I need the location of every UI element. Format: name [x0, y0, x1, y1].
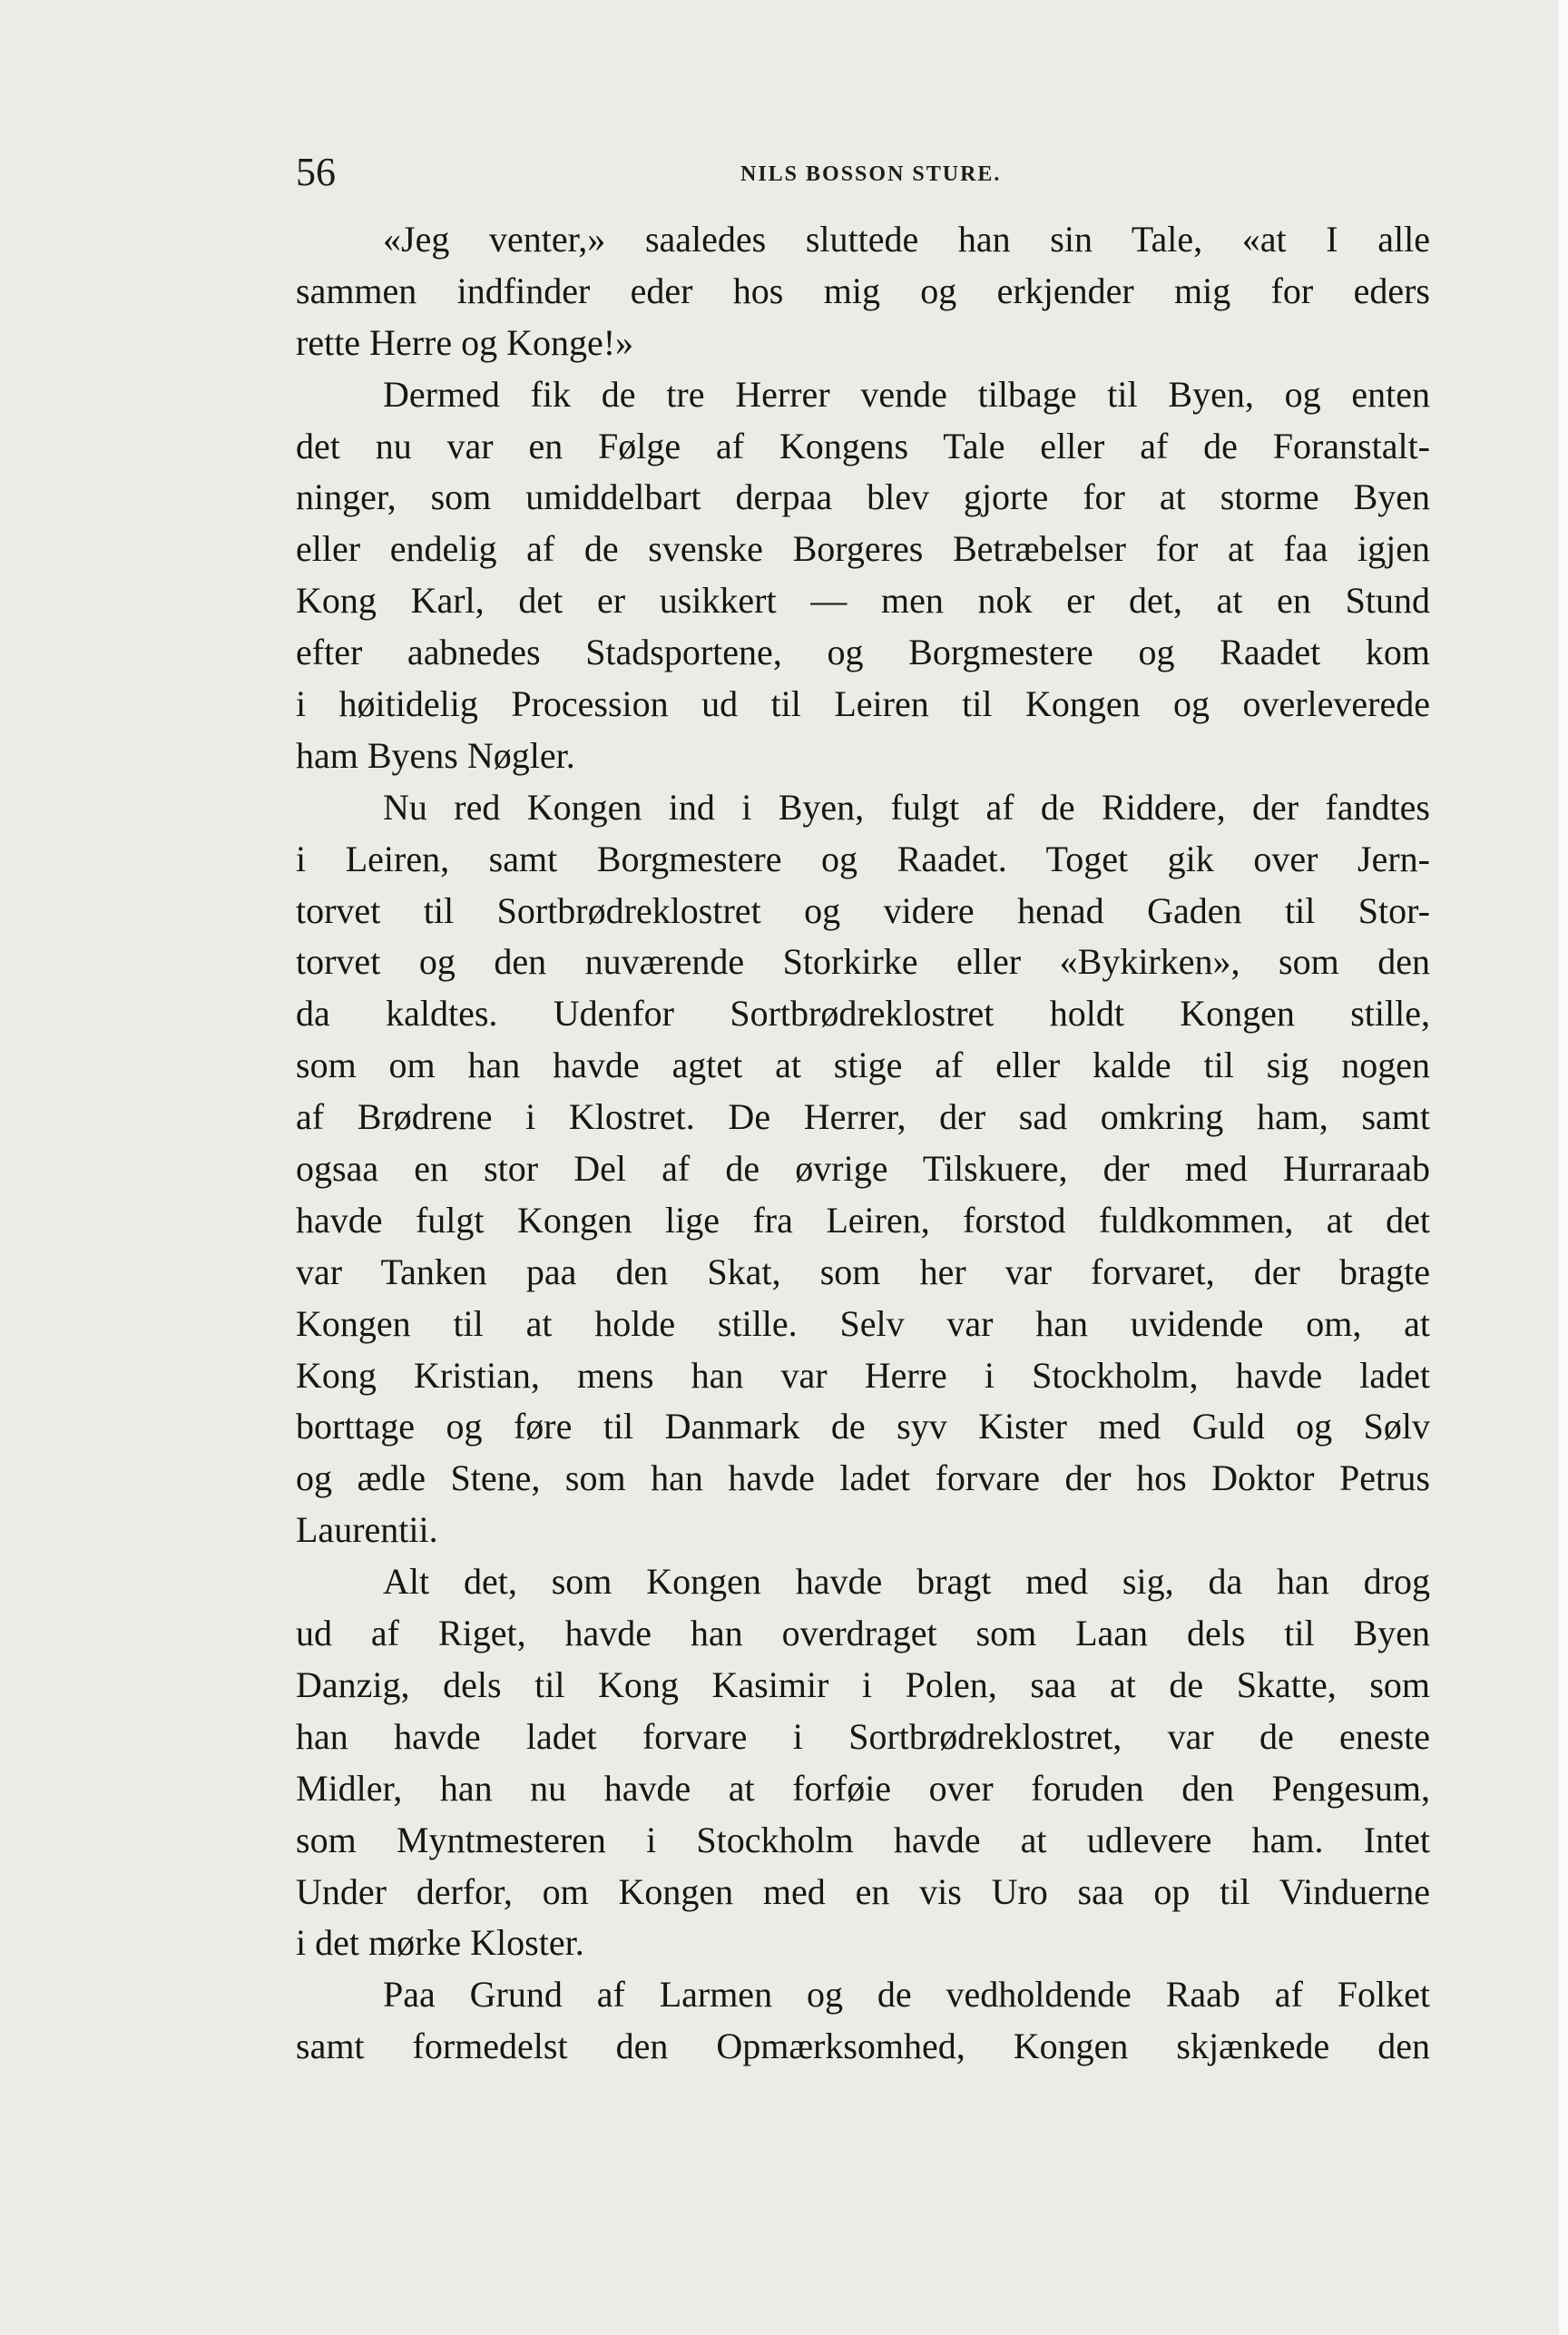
paragraph — [296, 1556, 1430, 1969]
text-line: ud af Riget, havde han overdraget som Laan dels til Byen — [296, 1613, 1430, 1654]
text-line: sammen indfinder eder hos mig og erkjender mig for eders — [296, 270, 1430, 311]
text-line: ninger, som umiddelbart derpaa blev gjorte for at storme Byen — [296, 476, 1430, 518]
running-title: NILS BOSSON STURE. — [740, 162, 1002, 186]
text-line: i høitidelig Procession ud til Leiren til Kongen og overleverede — [296, 683, 1430, 725]
text-line: havde fulgt Kongen lige fra Leiren, forstod fuldkommen, at det — [296, 1199, 1430, 1241]
paragraph — [296, 1969, 1430, 2073]
page-edge — [1559, 0, 1568, 2335]
text-line: samt formedelst den Opmærksomhed, Kongen skjænkede den — [296, 2026, 1430, 2067]
text-line: Dermed fik de tre Herrer vende tilbage til Byen, og enten — [383, 373, 1430, 415]
paragraph — [296, 214, 1430, 369]
paragraph — [296, 782, 1430, 1556]
text-line: Kongen til at holde stille. Selv var han uvidende om, at — [296, 1302, 1430, 1344]
text-line: og ædle Stene, som han havde ladet forvare der hos Doktor Petrus — [296, 1457, 1430, 1499]
text-line: Laurentii. — [296, 1509, 438, 1551]
text-line: borttage og føre til Danmark de syv Kister med Guld og Sølv — [296, 1406, 1430, 1447]
text-line: Midler, han nu havde at forføie over foruden den Pengesum, — [296, 1767, 1430, 1809]
text-line: rette Herre og Konge!» — [296, 321, 634, 363]
text-line: efter aabnedes Stadsportene, og Borgmestere og Raadet kom — [296, 632, 1430, 673]
text-line: af Brødrene i Klostret. De Herrer, der sad omkring ham, samt — [296, 1096, 1430, 1138]
text-line: Paa Grund af Larmen og de vedholdende Raab af Folket — [383, 1974, 1430, 2016]
text-line: eller endelig af de svenske Borgeres Betræbelser for at faa igjen — [296, 528, 1430, 570]
body-text — [296, 214, 1430, 2073]
text-line: Kong Karl, det er usikkert — men nok er det, at en Stund — [296, 580, 1430, 622]
page-number: 56 — [296, 150, 336, 194]
text-line: som Myntmesteren i Stockholm havde at udlevere ham. Intet — [296, 1819, 1430, 1860]
text-line: da kaldtes. Udenfor Sortbrødreklostret holdt Kongen stille, — [296, 993, 1430, 1035]
text-line: Kong Kristian, mens han var Herre i Stockholm, havde ladet — [296, 1354, 1430, 1396]
text-line: i Leiren, samt Borgmestere og Raadet. Toget gik over Jern- — [296, 838, 1430, 879]
text-line: var Tanken paa den Skat, som her var forvaret, der bragte — [296, 1251, 1430, 1292]
page-header — [296, 145, 1430, 200]
text-line: Under derfor, om Kongen med en vis Uro saa op til Vinduerne — [296, 1870, 1430, 1912]
text-line: Nu red Kongen ind i Byen, fulgt af de Riddere, der fandtes — [383, 786, 1430, 828]
text-line: Danzig, dels til Kong Kasimir i Polen, saa at de Skatte, som — [296, 1663, 1430, 1705]
text-line: Alt det, som Kongen havde bragt med sig, da han drog — [383, 1561, 1430, 1603]
paragraph — [296, 369, 1430, 782]
text-line: ham Byens Nøgler. — [296, 734, 575, 776]
text-line: i det mørke Kloster. — [296, 1922, 584, 1964]
text-line: torvet til Sortbrødreklostret og videre henad Gaden til Stor- — [296, 889, 1430, 931]
text-line: som om han havde agtet at stige af eller kalde til sig nogen — [296, 1045, 1430, 1086]
text-line: han havde ladet forvare i Sortbrødreklostret, var de eneste — [296, 1715, 1430, 1757]
text-line: «Jeg venter,» saaledes sluttede han sin Tale, «at I alle — [383, 219, 1430, 260]
text-line: det nu var en Følge af Kongens Tale eller af de Foranstalt- — [296, 425, 1430, 466]
text-line: ogsaa en stor Del af de øvrige Tilskuere, der med Hurraraab — [296, 1148, 1430, 1190]
text-line: torvet og den nuværende Storkirke eller «Bykirken», som den — [296, 941, 1430, 983]
